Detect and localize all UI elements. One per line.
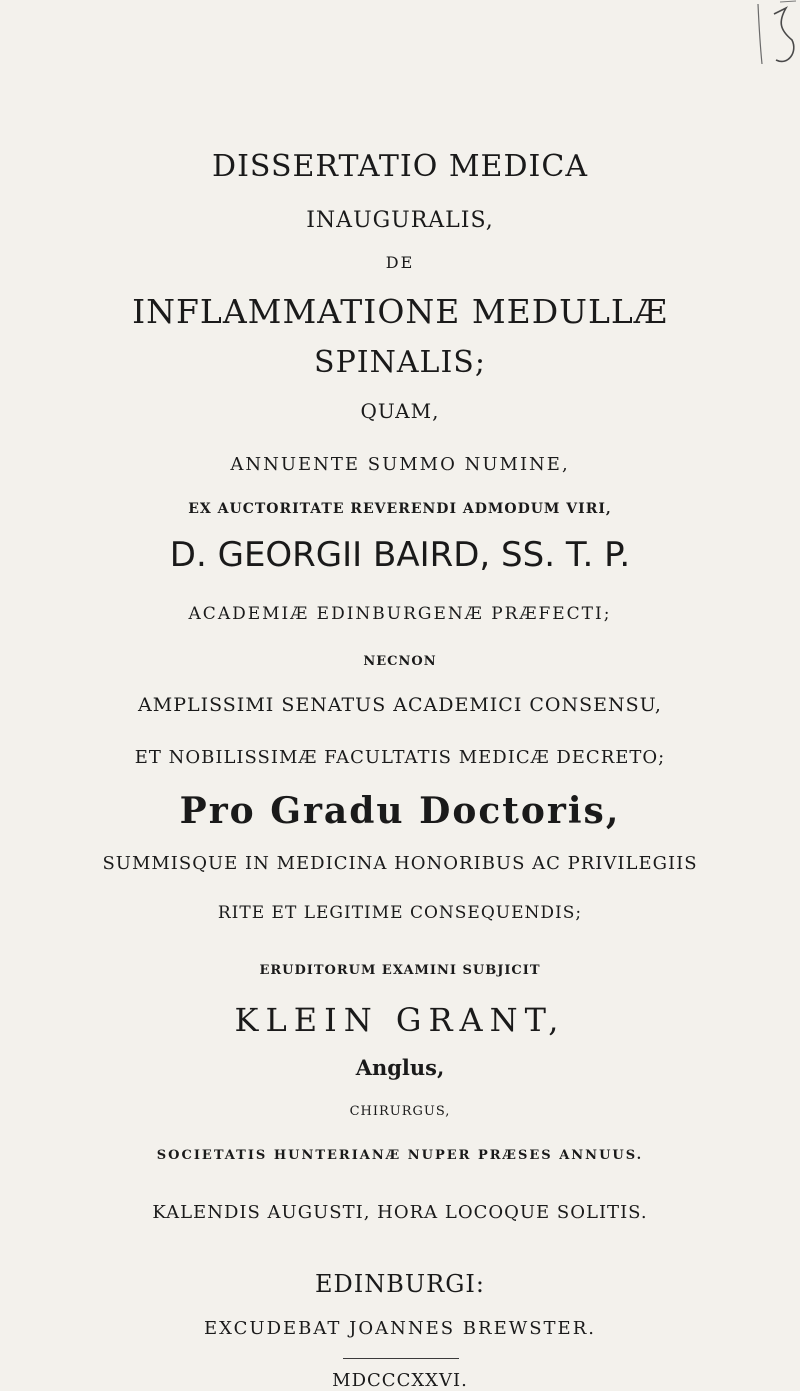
imprint-year: MDCCCXXVI. xyxy=(332,1370,468,1391)
date-line: KALENDIS AUGUSTI, HORA LOCOQUE SOLITIS. xyxy=(152,1202,648,1223)
academiae-line: ACADEMIÆ EDINBURGENÆ PRÆFECTI; xyxy=(188,604,612,624)
principal-name: D. GEORGII BAIRD, SS. T. P. xyxy=(169,535,631,575)
necnon-line: NECNON xyxy=(363,654,437,669)
corner-mark-icon xyxy=(752,0,800,86)
societatis-line: SOCIETATIS HUNTERIANÆ NUPER PRÆSES ANNUUS. xyxy=(156,1148,644,1163)
annuente-line: ANNUENTE SUMMO NUMINE, xyxy=(230,454,570,475)
author-profession: CHIRURGUS, xyxy=(349,1104,451,1119)
subject-line-1: INFLAMMATIONE MEDULLÆ xyxy=(132,292,668,331)
pro-gradu-doctoris: Pro Gradu Doctoris, xyxy=(179,790,621,832)
author-nationality: Anglus, xyxy=(355,1055,445,1080)
imprint-rule xyxy=(343,1358,459,1359)
facultatis-line: ET NOBILISSIMÆ FACULTATIS MEDICÆ DECRETO; xyxy=(134,747,666,768)
honoribus-line: SUMMISQUE IN MEDICINA HONORIBUS AC PRIVILEGIIS xyxy=(102,853,698,874)
imprint-printer: EXCUDEBAT JOANNES BREWSTER. xyxy=(204,1318,596,1339)
eruditorum-line: ERUDITORUM EXAMINI SUBJICIT xyxy=(259,963,541,978)
subject-line-2: SPINALIS; xyxy=(314,345,486,380)
title-line-1: DISSERTATIO MEDICA xyxy=(212,149,588,184)
senatus-line: AMPLISSIMI SENATUS ACADEMICI CONSENSU, xyxy=(138,694,662,716)
title-line-2: INAUGURALIS, xyxy=(306,208,494,233)
de-line: DE xyxy=(385,253,415,272)
auctoritate-line: EX AUCTORITATE REVERENDI ADMODUM VIRI, xyxy=(188,501,612,517)
author-name: KLEIN GRANT, xyxy=(234,1001,566,1039)
rite-line: RITE ET LEGITIME CONSEQUENDIS; xyxy=(217,903,583,923)
imprint-place: EDINBURGI: xyxy=(315,1270,485,1298)
quam-line: QUAM, xyxy=(360,399,440,423)
